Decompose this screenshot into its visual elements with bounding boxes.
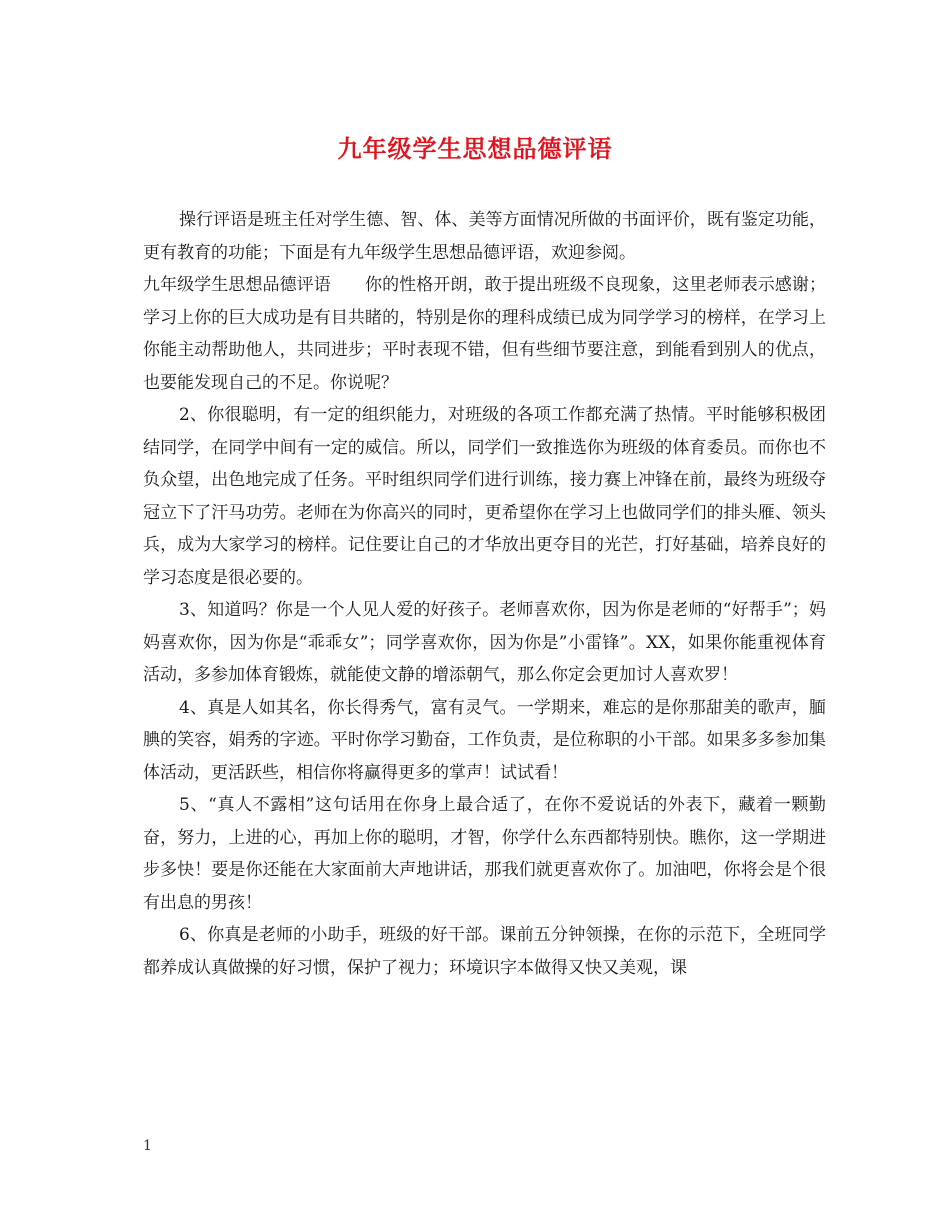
comment-paragraph-1: 九年级学生思想品德评语 你的性格开朗，敢于提出班级不良现象，这里老师表示感谢；学习上你的巨大成功是有目共睹的，特别是你的理科成绩已成为同学学习的榜样，在学习上你能主动帮助他人，共同进步；平时表现不错，但有些细节要注意，到能看到别人的优点，也要能发现自己的不足。你说呢？ bbox=[143, 275, 826, 393]
comment-paragraph-4: 4、真是人如其名，你长得秀气，富有灵气。一学期来，难忘的是你那甜美的歌声，腼腆的笑容，娟秀的字迹。平时你学习勤奋，工作负责，是位称职的小干部。如果多多参加集体活动，更活跃些，相信你将赢得更多的掌声！试试看！ bbox=[143, 697, 826, 783]
document-title: 九年级学生思想品德评语 bbox=[337, 134, 613, 163]
comment-paragraph-2: 2、你很聪明，有一定的组织能力，对班级的各项工作都充满了热情。平时能够积极团结同学，在同学中间有一定的威信。所以，同学们一致推选你为班级的体育委员。而你也不负众望，出色地完成了任务。平时组织同学们进行训练，接力赛上冲锋在前，最终为班级夺冠立下了汗马功劳。老师在为你高兴的同时，更希望你在学习上也做同学们的排头雁、领头兵，成为大家学习的榜样。记住要让自己的才华放出更夺目的光芒，打好基础，培养良好的学习态度是很必要的。 bbox=[143, 405, 826, 588]
comment-paragraph-3: 3、知道吗？你是一个人见人爱的好孩子。老师喜欢你，因为你是老师的“好帮手”；妈妈喜欢你，因为你是“乖乖女”；同学喜欢你，因为你是”小雷锋”。XX，如果你能重视体育活动，多参加体育锻炼，就能使文静的增添朝气，那么你定会更加讨人喜欢罗！ bbox=[143, 600, 826, 685]
document-body bbox=[143, 204, 826, 984]
comment-paragraph-5: 5、“真人不露相”这句话用在你身上最合适了，在你不爱说话的外表下，藏着一颗勤奋，努力，上进的心，再加上你的聪明，才智，你学什么东西都特别快。瞧你，这一学期进步多快！要是你还能在大家面前大声地讲话，那我们就更喜欢你了。加油吧，你将会是个很有出息的男孩！ bbox=[143, 795, 826, 913]
page-number: 1 bbox=[143, 1138, 152, 1154]
comment-paragraph-6: 6、你真是老师的小助手，班级的好干部。课前五分钟领操，在你的示范下，全班同学都养成认真做操的好习惯，保护了视力；环境识字本做得又快又美观，课 bbox=[143, 925, 826, 978]
intro-paragraph: 操行评语是班主任对学生德、智、体、美等方面情况所做的书面评价，既有鉴定功能，更有教育的功能；下面是有九年级学生思想品德评语，欢迎参阅。 bbox=[143, 210, 826, 263]
